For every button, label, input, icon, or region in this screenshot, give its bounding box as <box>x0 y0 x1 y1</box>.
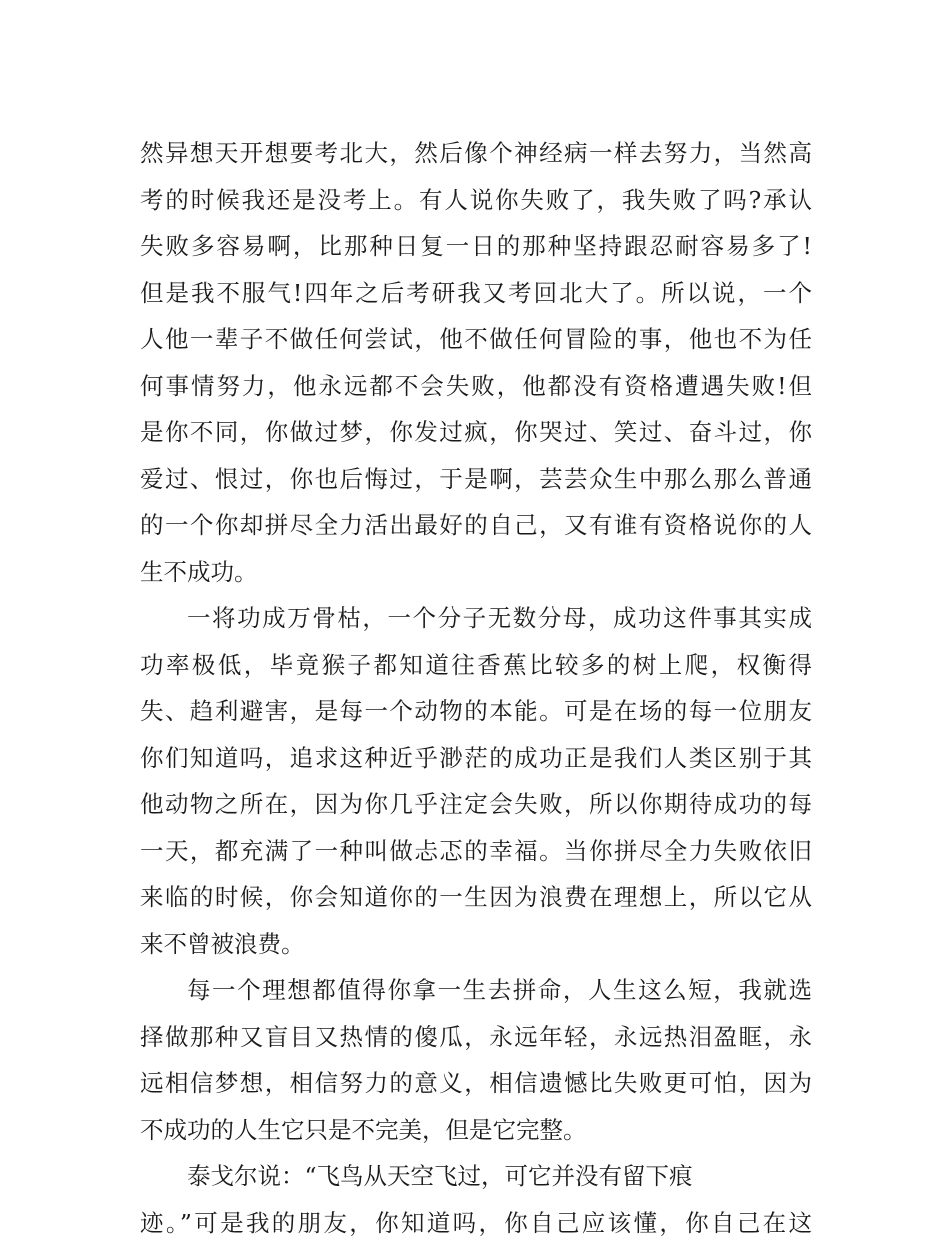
text-line: 人他一辈子不做任何尝试，他不做任何冒险的事，他也不为任 <box>140 316 812 363</box>
text-line: 一天，都充满了一种叫做忐忑的幸福。当你拼尽全力失败依旧 <box>140 828 812 875</box>
text-line: 何事情努力，他永远都不会失败，他都没有资格遭遇失败!但 <box>140 363 812 410</box>
text-line: 考的时候我还是没考上。有人说你失败了，我失败了吗?承认 <box>140 177 812 224</box>
text-line: 一将功成万骨枯，一个分子无数分母，成功这件事其实成 <box>140 595 812 642</box>
text-line: 生不成功。 <box>140 549 812 596</box>
text-line: 他动物之所在，因为你几乎注定会失败，所以你期待成功的每 <box>140 781 812 828</box>
text-line: 不成功的人生它只是不完美，但是它完整。 <box>140 1107 812 1154</box>
text-line: 但是我不服气!四年之后考研我又考回北大了。所以说，一个 <box>140 270 812 317</box>
body-text <box>140 130 812 1246</box>
text-line: 失、趋利避害，是每一个动物的本能。可是在场的每一位朋友 <box>140 688 812 735</box>
text-line: 泰戈尔说：“飞鸟从天空飞过，可它并没有留下痕 <box>140 1153 812 1200</box>
text-line: 迹。”可是我的朋友，你知道吗，你自己应该懂，你自己在这 <box>140 1200 812 1246</box>
text-line: 你们知道吗，追求这种近乎渺茫的成功正是我们人类区别于其 <box>140 735 812 782</box>
text-line: 每一个理想都值得你拿一生去拼命，人生这么短，我就选 <box>140 967 812 1014</box>
text-line: 远相信梦想，相信努力的意义，相信遗憾比失败更可怕，因为 <box>140 1060 812 1107</box>
text-line: 失败多容易啊，比那种日复一日的那种坚持跟忍耐容易多了! <box>140 223 812 270</box>
text-line: 爱过、恨过，你也后悔过，于是啊，芸芸众生中那么那么普通 <box>140 456 812 503</box>
text-line: 择做那种又盲目又热情的傻瓜，永远年轻，永远热泪盈眶，永 <box>140 1014 812 1061</box>
text-line: 功率极低，毕竟猴子都知道往香蕉比较多的树上爬，权衡得 <box>140 642 812 689</box>
text-line: 来临的时候，你会知道你的一生因为浪费在理想上，所以它从 <box>140 874 812 921</box>
text-line: 的一个你却拼尽全力活出最好的自己，又有谁有资格说你的人 <box>140 502 812 549</box>
text-line: 是你不同，你做过梦，你发过疯，你哭过、笑过、奋斗过，你 <box>140 409 812 456</box>
text-line: 然异想天开想要考北大，然后像个神经病一样去努力，当然高 <box>140 130 812 177</box>
text-line: 来不曾被浪费。 <box>140 921 812 968</box>
